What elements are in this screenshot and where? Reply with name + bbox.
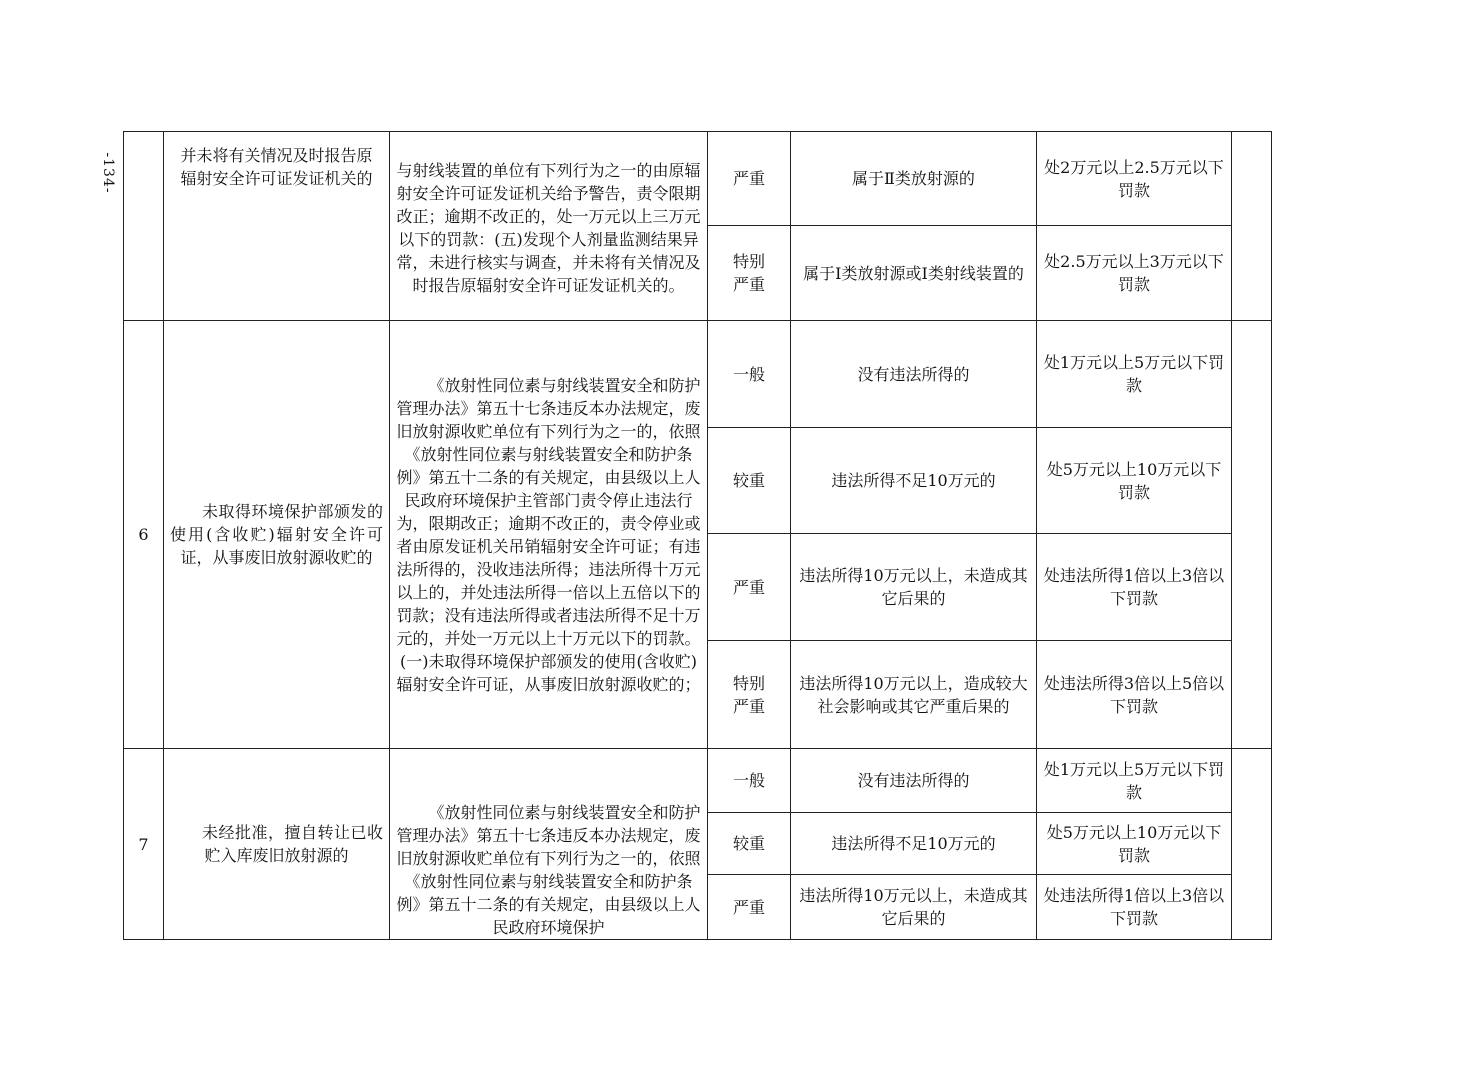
legal-basis-cell [390, 749, 708, 940]
remark-cell [1232, 132, 1272, 321]
item-number-cell: 7 [124, 749, 164, 940]
circumstance-cell: 没有违法所得的 [791, 321, 1037, 428]
circumstance-cell: 属于I类放射源或I类射线装置的 [791, 226, 1037, 321]
severity-level-cell [708, 226, 791, 321]
penalty-cell: 处违法所得3倍以上5倍以下罚款 [1037, 641, 1232, 749]
severity-level-cell: 一般 [708, 321, 791, 428]
violation-behavior-cell [164, 132, 390, 321]
legal-basis-text: 《放射性同位素与射线装置安全和防护管理办法》第五十七条违反本办法规定，废旧放射源收贮单位有下列行为之一的，依照《放射性同位素与射线装置安全和防护条例》第五十二条的有关规定，由县级以上人民政府环境保护 [396, 803, 701, 937]
page-number-text: -134- [100, 152, 116, 194]
severity-level-cell: 较重 [708, 813, 791, 875]
table-row [124, 132, 1272, 226]
table-row [124, 321, 1272, 428]
circumstance-cell: 没有违法所得的 [791, 749, 1037, 813]
table-row [124, 749, 1272, 813]
penalty-cell: 处1万元以上5万元以下罚款 [1037, 749, 1232, 813]
severity-level-cell: 严重 [708, 132, 791, 226]
severity-level-cell [708, 641, 791, 749]
severity-level-cell: 严重 [708, 875, 791, 940]
legal-basis-cell [390, 132, 708, 321]
item-number-cell: 6 [124, 321, 164, 749]
violation-behavior-cell [164, 321, 390, 749]
item-number-cell [124, 132, 164, 321]
circumstance-cell: 违法所得10万元以上，造成较大社会影响或其它严重后果的 [791, 641, 1037, 749]
remark-cell [1232, 749, 1272, 940]
circumstance-cell: 属于Ⅱ类放射源的 [791, 132, 1037, 226]
violation-behavior-text: 未经批准，擅自转让已收贮入库废旧放射源的 [202, 823, 383, 865]
penalty-cell: 处违法所得1倍以上3倍以下罚款 [1037, 534, 1232, 641]
circumstance-cell: 违法所得10万元以上，未造成其它后果的 [791, 534, 1037, 641]
penalty-cell: 处2万元以上2.5万元以下罚款 [1037, 132, 1232, 226]
penalty-cell: 处1万元以上5万元以下罚款 [1037, 321, 1232, 428]
penalty-cell: 处5万元以上10万元以下罚款 [1037, 428, 1232, 534]
severity-level-cell: 较重 [708, 428, 791, 534]
remark-cell [1232, 321, 1272, 749]
violation-behavior-text: 未取得环境保护部颁发的使用(含收贮)辐射安全许可证，从事废旧放射源收贮的 [170, 502, 383, 567]
severity-level-cell: 一般 [708, 749, 791, 813]
penalty-standard-table [123, 131, 1272, 940]
page-number [96, 150, 120, 196]
circumstance-cell: 违法所得不足10万元的 [791, 428, 1037, 534]
violation-behavior-cell [164, 749, 390, 940]
legal-basis-text: 与射线装置的单位有下列行为之一的由原辐射安全许可证发证机关给予警告，责令限期改正；逾期不改正的，处一万元以上三万元以下的罚款：(五)发现个人剂量监测结果异常，未进行核实与调查，并未将有关情况及时报告原辐射安全许可证发证机关的。 [396, 161, 701, 295]
penalty-cell: 处5万元以上10万元以下罚款 [1037, 813, 1232, 875]
penalty-cell: 处2.5万元以上3万元以下罚款 [1037, 226, 1232, 321]
violation-behavior-text: 并未将有关情况及时报告原辐射安全许可证发证机关的 [180, 146, 373, 188]
legal-basis-cell [390, 321, 708, 749]
penalty-cell: 处违法所得1倍以上3倍以下罚款 [1037, 875, 1232, 940]
legal-basis-text: 《放射性同位素与射线装置安全和防护管理办法》第五十七条违反本办法规定，废旧放射源收贮单位有下列行为之一的，依照《放射性同位素与射线装置安全和防护条例》第五十二条的有关规定，由县级以上人民政府环境保护主管部门责令停止违法行为，限期改正；逾期不改正的，责令停业或者由原发证机关吊销辐射安全许可证；有违法所得的，没收违法所得；违法所得十万元以上的，并处违法所得一倍以上五倍以下的罚款；没有违法所得或者违法所得不足十万元的，并处一万元以上十万元以下的罚款。(一)未取得环境保护部颁发的使用(含收贮)辐射安全许可证，从事废旧放射源收贮的； [396, 375, 701, 694]
severity-level-text: 特别严重 [732, 673, 765, 716]
circumstance-cell: 违法所得10万元以上，未造成其它后果的 [791, 875, 1037, 940]
severity-level-text: 特别严重 [732, 252, 765, 294]
severity-level-cell: 严重 [708, 534, 791, 641]
circumstance-cell: 违法所得不足10万元的 [791, 813, 1037, 875]
